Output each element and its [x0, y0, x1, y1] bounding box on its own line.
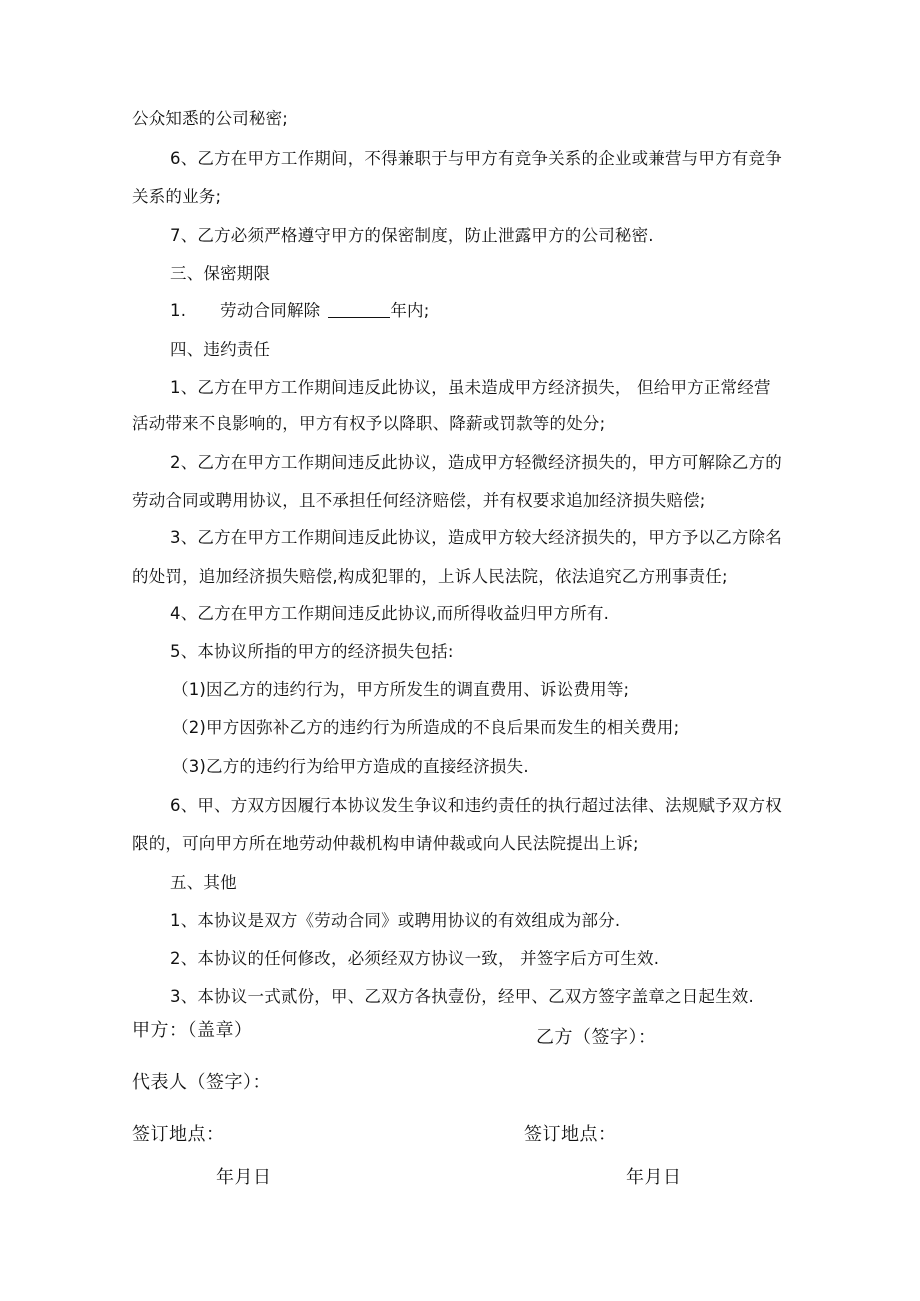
period-number: 1. — [170, 301, 187, 320]
signing-date-a: 年月日 — [216, 1167, 272, 1188]
section-heading-confidentiality-period: 三、保密期限 — [170, 264, 271, 283]
period-years-blank — [328, 301, 390, 318]
breach-clause-2-line-2: 劳动合同或聘用协议，且不承担任何经济赔偿，并有权要求追加经济损失赔偿; — [132, 491, 706, 510]
signing-place-b: 签订地点： — [524, 1124, 617, 1145]
signing-place-a: 签订地点： — [132, 1124, 225, 1145]
breach-clause-2-line-1: 2、乙方在甲方工作期间违反此协议，造成甲方轻微经济损失的，甲方可解除乙方的 — [170, 453, 782, 472]
breach-clause-3-line-1: 3、乙方在甲方工作期间违反此协议，造成甲方较大经济损失的，甲方予以乙方除名 — [170, 528, 782, 547]
breach-clause-1-line-1: 1、乙方在甲方工作期间违反此协议，虽未造成甲方经济损失， 但给甲方正常经营 — [170, 378, 771, 397]
breach-clause-6-line-2: 限的，可向甲方所在地劳动仲裁机构申请仲裁或向人民法院提出上诉; — [132, 834, 639, 853]
period-clause — [170, 300, 430, 322]
section-heading-other: 五、其他 — [170, 873, 237, 892]
section-heading-breach-liability: 四、违约责任 — [170, 340, 271, 359]
loss-item-2: （2)甲方因弥补乙方的违约行为所造成的不良后果而发生的相关费用; — [172, 718, 680, 737]
clause-6-line-1: 6、乙方在甲方工作期间，不得兼职于与甲方有竞争关系的企业或兼营与甲方有竞争 — [170, 149, 782, 168]
representative-signature: 代表人（签字）： — [132, 1072, 271, 1093]
other-clause-1: 1、本协议是双方《劳动合同》或聘用协议的有效组成为部分. — [170, 911, 621, 930]
party-a-seal: 甲方：（盖章） — [132, 1020, 253, 1041]
breach-clause-6-line-1: 6、甲、方双方因履行本协议发生争议和违约责任的执行超过法律、法规赋予双方权 — [170, 796, 782, 815]
clause-6-line-2: 关系的业务; — [132, 187, 222, 206]
breach-clause-4: 4、乙方在甲方工作期间违反此协议,而所得收益归甲方所有. — [170, 604, 610, 623]
other-clause-2: 2、本协议的任何修改，必须经双方协议一致， 并签字后方可生效. — [170, 949, 660, 968]
loss-item-3: （3)乙方的违约行为给甲方造成的直接经济损失. — [172, 757, 529, 776]
signing-date-b: 年月日 — [626, 1167, 682, 1188]
party-b-signature: 乙方（签字）： — [536, 1027, 657, 1048]
period-unit: 年内; — [390, 301, 430, 320]
loss-item-1: （1)因乙方的违约行为，甲方所发生的调直费用、诉讼费用等; — [172, 680, 630, 699]
text-line: 公众知悉的公司秘密; — [132, 109, 289, 128]
other-clause-3: 3、本协议一式贰份，甲、乙双方各执壹份，经甲、乙双方签字盖章之日起生效. — [170, 987, 754, 1006]
breach-clause-3-line-2: 的处罚，追加经济损失赔偿,构成犯罪的，上诉人民法院，依法追究乙方刑事责任; — [132, 567, 728, 586]
breach-clause-1-line-2: 活动带来不良影响的，甲方有权予以降职、降薪或罚款等的处分; — [132, 414, 606, 433]
period-text: 劳动合同解除 — [220, 301, 321, 320]
clause-7: 7、乙方必须严格遵守甲方的保密制度，防止泄露甲方的公司秘密. — [170, 226, 654, 245]
breach-clause-5: 5、本协议所指的甲方的经济损失包括: — [170, 642, 454, 661]
